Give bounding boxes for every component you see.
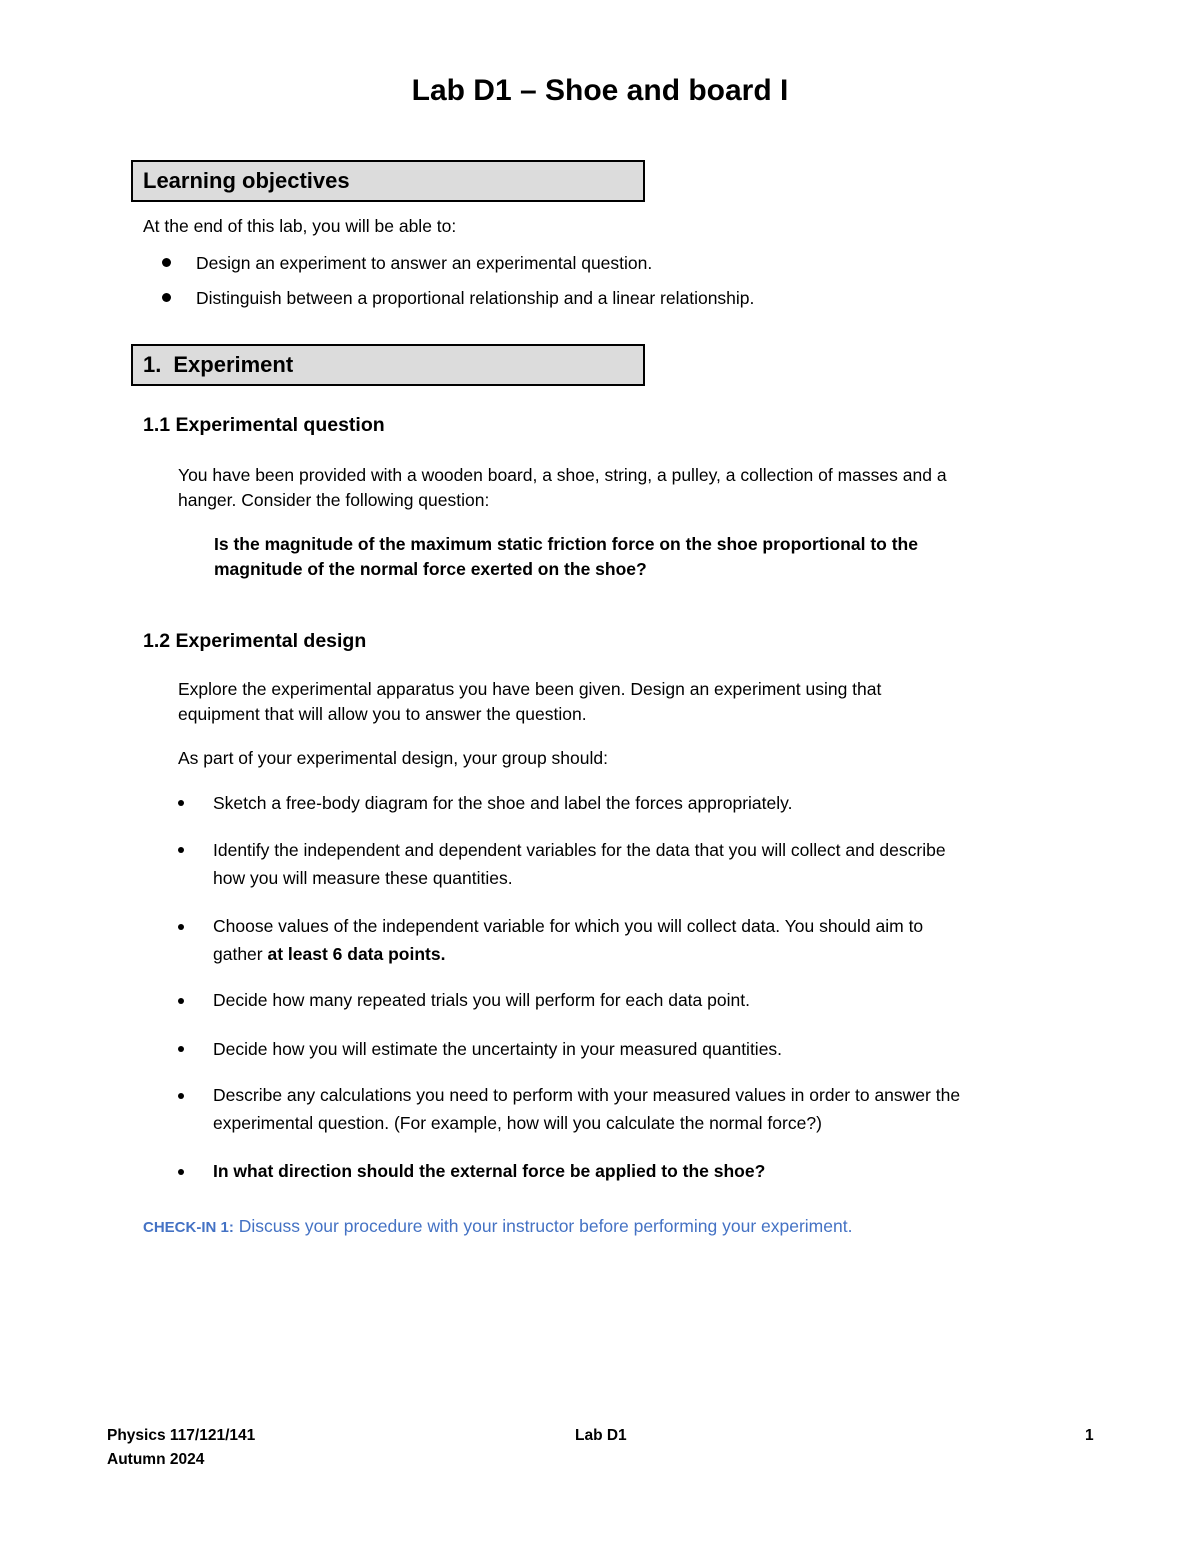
learning-objectives-label: Learning objectives <box>143 168 350 193</box>
experimental-design-heading: 1.2 Experimental design <box>143 630 367 652</box>
objective-item-2: Distinguish between a proportional relationship and a linear relationship. <box>196 288 755 308</box>
footer-center: Lab D1 <box>575 1427 627 1444</box>
design-item-3-plain: gather <box>213 944 268 964</box>
design-item-4: Decide how many repeated trials you will perform for each data point. <box>213 990 750 1010</box>
footer-course-name: Physics 117/121/141 <box>107 1427 256 1444</box>
footer-term: Autumn 2024 <box>107 1451 205 1468</box>
bullet-icon <box>178 1093 184 1099</box>
bullet-icon <box>178 1169 184 1175</box>
question-paragraph-line-2: hanger. Consider the following question: <box>178 490 490 510</box>
experimental-question-heading: 1.1 Experimental question <box>143 414 385 436</box>
question-line-1: Is the magnitude of the maximum static friction force on the shoe proportional to the <box>214 534 918 554</box>
bullet-icon <box>178 800 184 806</box>
bullet-icon <box>178 1046 184 1052</box>
design-item-2-line-2: how you will measure these quantities. <box>213 868 513 888</box>
check-in-tag: CHECK-IN 1: <box>143 1219 234 1236</box>
experiment-label: Experiment <box>173 352 294 377</box>
footer-page-number: 1 <box>1085 1427 1094 1444</box>
design-item-6-line-1: Describe any calculations you need to perform with your measured values in order to answer the <box>213 1085 961 1105</box>
check-in-note <box>143 1216 852 1237</box>
bullet-icon <box>178 924 184 930</box>
design-item-3-bold: at least 6 data points. <box>267 944 446 964</box>
design-item-7: In what direction should the external force be applied to the shoe? <box>213 1161 766 1181</box>
design-item-3-line-2 <box>213 942 445 967</box>
learning-objectives-heading <box>131 160 645 202</box>
design-item-1: Sketch a free-body diagram for the shoe and label the forces appropriately. <box>213 793 793 813</box>
check-in-text: Discuss your procedure with your instructor before performing your experiment. <box>233 1216 853 1236</box>
footer-course <box>107 1424 255 1472</box>
bullet-icon <box>162 293 171 302</box>
design-item-6-line-2: experimental question. (For example, how will you calculate the normal force?) <box>213 1113 822 1133</box>
objective-item-1: Design an experiment to answer an experimental question. <box>196 253 653 273</box>
bullet-icon <box>162 258 171 267</box>
section-number: 1. <box>143 352 162 377</box>
objectives-intro: At the end of this lab, you will be able to: <box>143 216 457 236</box>
question-paragraph-line-1: You have been provided with a wooden board, a shoe, string, a pulley, a collection of masses and a <box>178 465 947 485</box>
design-item-5: Decide how you will estimate the uncertainty in your measured quantities. <box>213 1039 783 1059</box>
design-paragraph-line-1: Explore the experimental apparatus you have been given. Design an experiment using that <box>178 679 882 699</box>
page-title: Lab D1 – Shoe and board I <box>411 74 789 107</box>
bullet-icon <box>178 847 184 853</box>
question-line-2: magnitude of the normal force exerted on the shoe? <box>214 559 647 579</box>
design-item-2-line-1: Identify the independent and dependent variables for the data that you will collect and describe <box>213 840 946 860</box>
design-paragraph-line-2: equipment that will allow you to answer the question. <box>178 704 587 724</box>
design-intro: As part of your experimental design, your group should: <box>178 748 608 768</box>
design-item-3-line-1: Choose values of the independent variable for which you will collect data. You should aim to <box>213 916 924 936</box>
experiment-heading <box>131 344 645 386</box>
bullet-icon <box>178 998 184 1004</box>
